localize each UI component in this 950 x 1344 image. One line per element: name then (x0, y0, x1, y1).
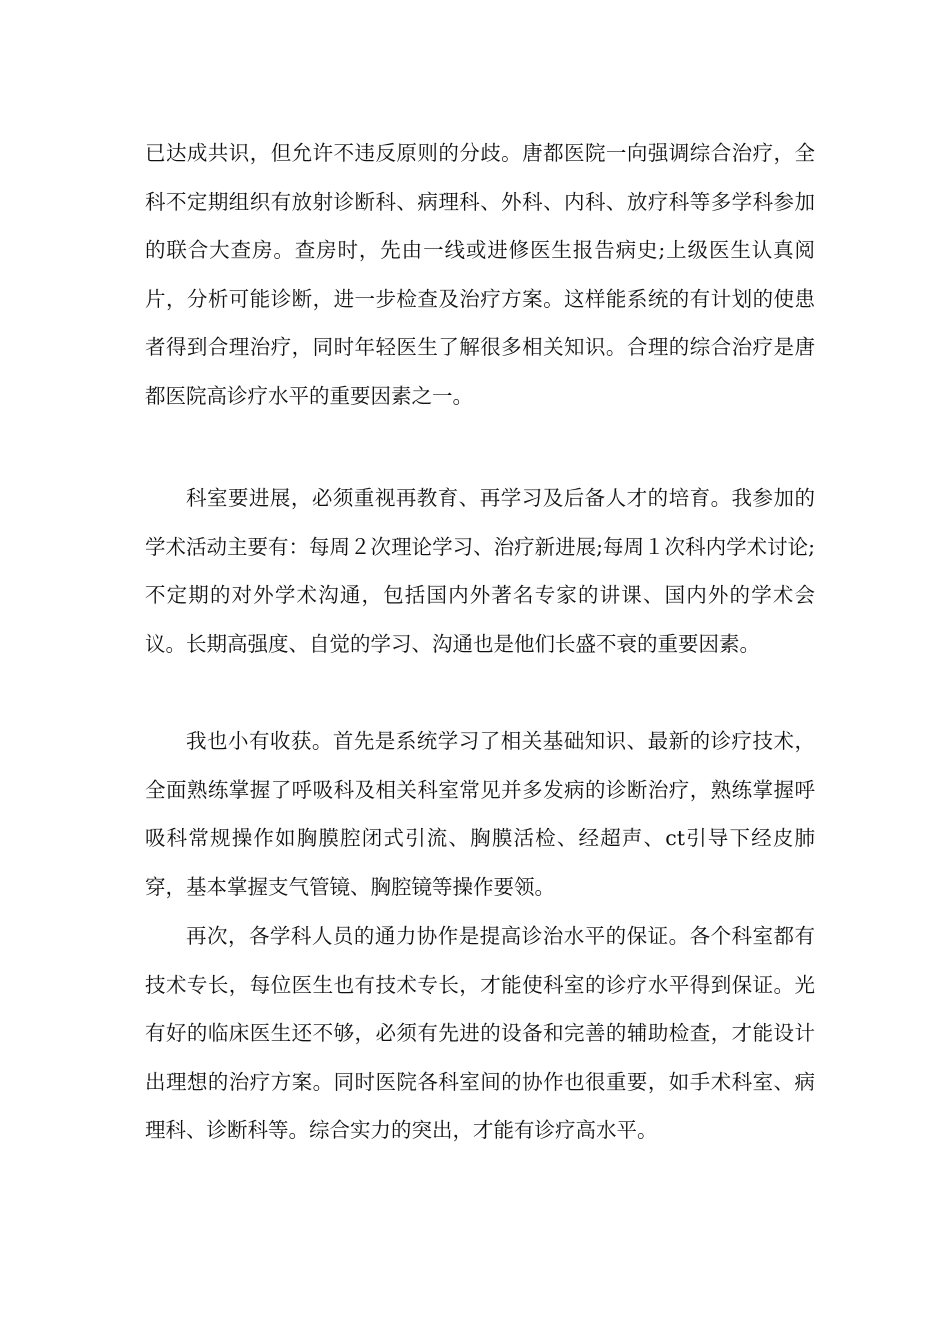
paragraph-cooperation: 再次，各学科人员的通力协作是提高诊治水平的保证。各个科室都有技术专长，每位医生也有技术专长，才能使科室的诊疗水平得到保证。光有好的临床医生还不够，必须有先进的设备和完善的辅助检查，才能设计出理想的治疗方案。同时医院各科室间的协作也很重要，如手术科室、病理科、诊断科等。综合实力的突出，才能有诊疗高水平。 (145, 924, 815, 1142)
paragraph-gains: 我也小有收获。首先是系统学习了相关基础知识、最新的诊疗技术，全面熟练掌握了呼吸科及相关科室常见并多发病的诊断治疗，熟练掌握呼吸科常规操作如胸膜腔闭式引流、胸膜活检、经超声、ct引导下经皮肺穿，基本掌握支气管镜、胸腔镜等操作要领。 (145, 729, 815, 899)
paragraph-consensus: 已达成共识，但允许不违反原则的分歧。唐都医院一向强调综合治疗，全科不定期组织有放射诊断科、病理科、外科、内科、放疗科等多学科参加的联合大查房。查房时，先由一线或进修医生报告病史;上级医生认真阅片，分析可能诊断，进一步检查及治疗方案。这样能系统的有计划的使患者得到合理治疗，同时年轻医生了解很多相关知识。合理的综合治疗是唐都医院高诊疗水平的重要因素之一。 (145, 141, 815, 408)
paragraph-education: 科室要进展，必须重视再教育、再学习及后备人才的培育。我参加的学术活动主要有：每周２次理论学习、治疗新进展;每周１次科内学术讨论;不定期的对外学术沟通，包括国内外著名专家的讲课、国内外的学术会议。长期高强度、自觉的学习、沟通也是他们长盛不衰的重要因素。 (145, 486, 815, 656)
